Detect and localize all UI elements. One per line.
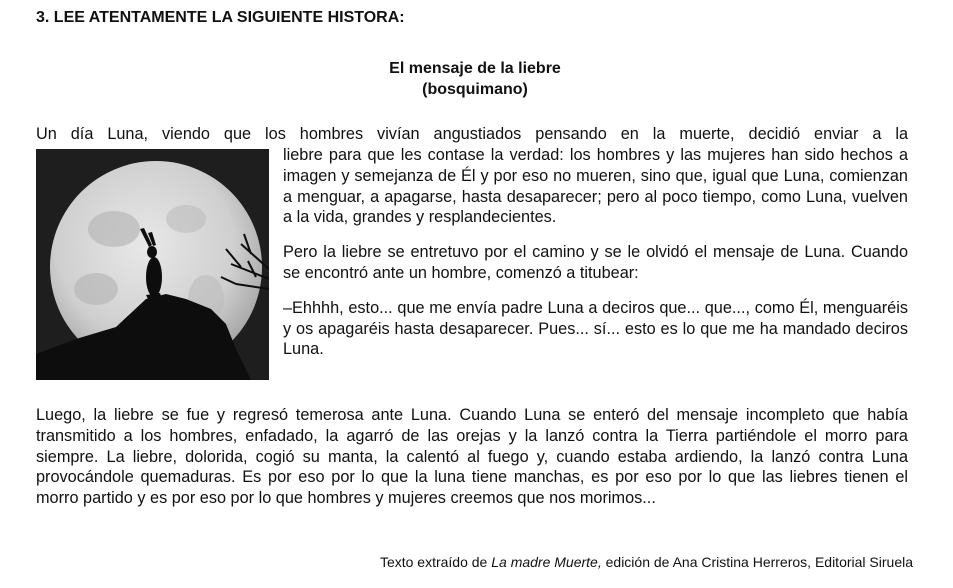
source-credit — [380, 554, 913, 570]
paragraph-4: Luego, la liebre se fue y regresó temerosa ante Luna. Cuando Luna se enteró del mensaje incompleto que había transmitido a los hombres, enfadado, la agarró de las orejas y la lanzó contra la Tierra partiéndole el morro para siempre. La liebre, dolorida, cogió su manta, la calentó al fuego y, cuando estaba ardiendo, la lanzó contra Luna provocándole quemaduras. Es por eso por lo que la luna tiene manchas, es por eso por lo que las liebres tienen el morro partido y es por eso por lo que hombres y mujeres creemos que nos morimos... — [36, 406, 908, 508]
story-subtitle: (bosquimano) — [422, 81, 528, 98]
story-title: El mensaje de la liebre — [389, 60, 561, 77]
paragraph-1-rest: liebre para que les contase la verdad: los hombres y las mujeres han sido hechos a imagen y semejanza de Él y por eso no mueren, sino que, igual que Luna, comienzan a menguar, a apagarse, hasta desaparecer; pero al poco tiempo, como Luna, vuelven a la vida, grandes y resplandecientes. — [283, 146, 908, 227]
credit-suffix: edición de Ana Cristina Herreros, Editorial Siruela — [601, 554, 913, 570]
moon-hare-image — [36, 149, 269, 380]
side-text-column — [283, 145, 908, 374]
credit-prefix: Texto extraído de — [379, 554, 492, 570]
paragraph-2: Pero la liebre se entretuvo por el camino y se le olvidó el mensaje de Luna. Cuando se encontró ante un hombre, comenzó a titubear: — [283, 243, 908, 282]
section-heading: 3. LEE ATENTAMENTE LA SIGUIENTE HISTORA: — [36, 9, 405, 26]
credit-book-title: La madre Muerte, — [491, 554, 602, 570]
moon-hare-illustration-icon — [36, 149, 269, 380]
story-title-block — [0, 58, 950, 100]
paragraph-3: –Ehhhh, esto... que me envía padre Luna a deciros que... que..., como Él, menguaréis y os apagaréis hasta desaparecer. Pues... sí... esto es lo que me ha mandado deciros Luna. — [283, 298, 908, 359]
paragraph-1-first-line: Un día Luna, viendo que los hombres vivían angustiados pensando en la muerte, decidió enviar a la — [36, 125, 908, 143]
